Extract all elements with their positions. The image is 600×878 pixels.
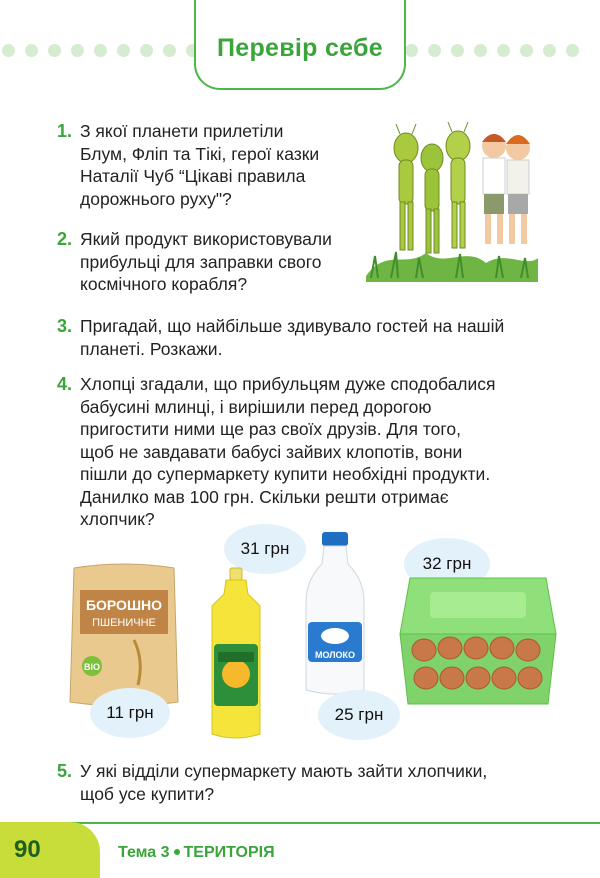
flour-label-line1: БОРОШНО [85, 597, 163, 613]
oil-bottle-image [204, 566, 268, 742]
question-4-line: пішли до супермаркету купити необхідні продукти. [80, 464, 491, 484]
title-box [194, 0, 406, 90]
question-4-number: 4. [57, 374, 73, 394]
question-2-line: Який продукт використовували [80, 229, 332, 249]
header-dots-left [2, 44, 222, 58]
question-1-text [80, 120, 319, 210]
flour-price-bubble [90, 688, 170, 738]
footer-topic-label: Тема 3 [118, 844, 170, 861]
question-1-line: Блум, Фліп та Тікі, герої казки [80, 143, 320, 164]
question-3-line: планеті. Розкажи. [80, 338, 223, 359]
flour-bio-badge: BIO [83, 662, 101, 672]
milk-price-bubble [318, 690, 400, 740]
question-1-line: дорожнього руху"? [80, 188, 232, 209]
milk-bottle-image [300, 530, 370, 698]
question-5-number: 5. [57, 761, 73, 781]
question-5-line: У які відділи супермаркету мають зайти хлопчики, [80, 761, 488, 781]
question-4-line: щоб не завдавати бабусі зайвих клопотів, вони [80, 441, 463, 462]
eggs-price: 32 грн [422, 554, 472, 573]
footer-divider [0, 822, 600, 824]
question-2-number: 2. [57, 229, 73, 249]
header-dots-right [405, 44, 579, 58]
question-4-line: пригостити ними ще раз своїх друзів. Для того, [80, 419, 462, 439]
question-3-number: 3. [57, 316, 73, 336]
question-4-line: бабусині млинці, і вирішили перед дорогою [80, 396, 432, 417]
question-4-line: Хлопці згадали, що прибульцям дуже сподобалися [80, 374, 496, 394]
egg-carton-image [396, 574, 560, 714]
question-1-number: 1. [57, 121, 73, 141]
footer-topic [118, 844, 275, 862]
page-number: 90 [14, 836, 41, 863]
question-2-line: космічного корабля? [80, 274, 248, 294]
question-1-line: З якої планети прилетіли [80, 121, 284, 141]
aliens-and-boys-illustration [366, 118, 538, 282]
question-4-line: хлопчик? [80, 509, 155, 529]
milk-price: 25 грн [334, 705, 384, 724]
question-4-text [80, 373, 496, 531]
question-3-line: Пригадай, що найбільше здивувало гостей на нашій [80, 316, 505, 336]
question-2-text [80, 228, 332, 296]
page-title: Перевір себе [216, 34, 383, 62]
milk-label: МОЛОКО [314, 650, 356, 660]
question-3-text [80, 315, 504, 360]
footer-separator-dot [174, 849, 180, 855]
footer-section-label: ТЕРИТОРІЯ [183, 844, 275, 861]
question-4-line: Данилко мав 100 грн. Скільки решти отримає [80, 486, 449, 507]
question-5-line: щоб усе купити? [80, 783, 215, 804]
oil-price: 31 грн [240, 539, 290, 558]
flour-label-line2: ПШЕНИЧНЕ [92, 617, 156, 629]
flour-price: 11 грн [106, 703, 154, 722]
question-1-line: Наталії Чуб “Цікаві правила [80, 166, 306, 186]
question-5-text [80, 760, 487, 805]
question-2-line: прибульці для заправки свого [80, 251, 322, 272]
